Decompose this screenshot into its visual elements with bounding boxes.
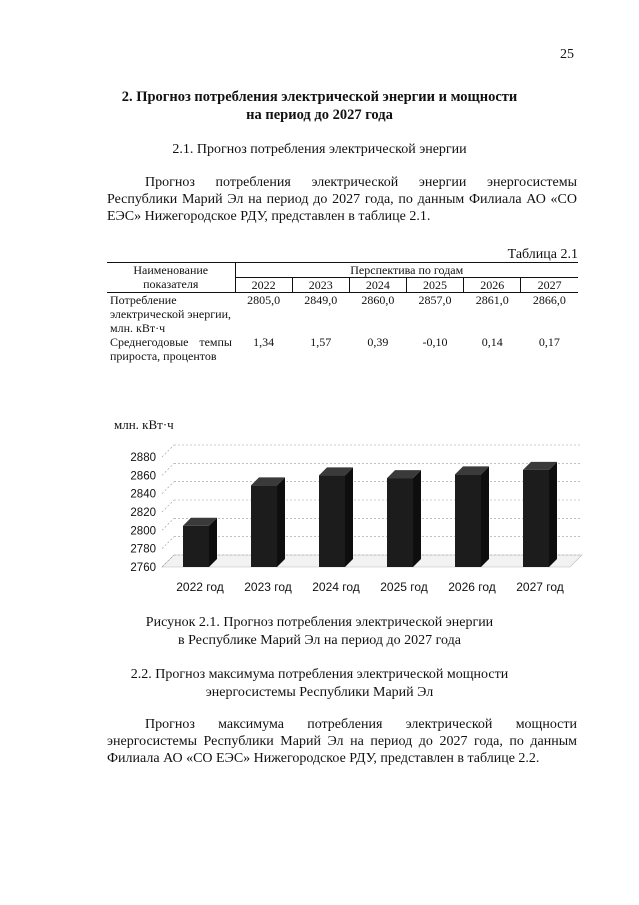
chart-svg xyxy=(100,415,600,605)
x-tick-label: 2023 год xyxy=(244,580,292,594)
table-header-row xyxy=(107,263,578,278)
x-tick-label: 2026 год xyxy=(448,580,496,594)
header-perspective: Перспектива по годам xyxy=(235,263,578,278)
bar-side xyxy=(345,467,353,567)
bar xyxy=(455,474,481,567)
header-indicator-name: Наименование показателя xyxy=(107,263,235,293)
bar xyxy=(319,475,345,567)
page-number: 25 xyxy=(560,47,574,62)
y-tick-label: 2840 xyxy=(130,488,156,501)
header-year: 2026 xyxy=(464,278,521,293)
figure-caption xyxy=(0,614,639,650)
cell-value: 1,57 xyxy=(310,335,332,349)
figure-caption-line1: Рисунок 2.1. Прогноз потребления электрической энергии xyxy=(145,615,494,630)
gridline-side xyxy=(162,463,174,475)
cell-value: 0,39 xyxy=(367,335,389,349)
subsection-title-2-2-line2: энергосистемы Республики Марий Эл xyxy=(205,685,434,700)
x-tick-label: 2025 год xyxy=(380,580,428,594)
paragraph-2-2: Прогноз максимума потребления электрической мощности энергосистемы Республики Марий Эл на период до 2027 года, по данным Филиала АО «СО ЕЭС» Нижегородское РДУ, представлен в таблице 2.2. xyxy=(107,717,577,766)
y-tick-label: 2880 xyxy=(130,452,156,464)
bar xyxy=(251,485,277,567)
header-year: 2027 xyxy=(521,278,578,293)
bar-side xyxy=(481,466,489,567)
figure-caption-line2: в Республике Марий Эл на период до 2027 года xyxy=(178,633,461,648)
subsection-title-2-2-line1: 2.2. Прогноз максимума потребления электрической мощности xyxy=(130,667,509,682)
header-year: 2025 xyxy=(406,278,463,293)
section-heading-line2: на период до 2027 года xyxy=(246,107,393,123)
header-year: 2024 xyxy=(349,278,406,293)
bar-side xyxy=(209,518,217,567)
cell-value: 2866,0 xyxy=(532,293,566,307)
x-tick-label: 2024 год xyxy=(312,580,360,594)
row-name: Среднегодовые темпы прироста, процентов xyxy=(110,335,232,363)
subsection-title-2-2 xyxy=(0,666,639,702)
bar xyxy=(523,470,549,567)
paragraph-2-1: Прогноз потребления электрической энергии энергосистемы Республики Марий Эл на период до 2027 года, по данным Филиала АО «СО ЕЭС» Нижегородское РДУ, представлен в таблице 2.1. xyxy=(107,175,577,224)
subsection-title-2-1: 2.1. Прогноз потребления электрической энергии xyxy=(172,142,467,157)
chart-unit-label: млн. кВт·ч xyxy=(114,417,174,432)
cell-value: 2849,0 xyxy=(304,293,338,307)
row-name: Потребление электрической энергии, млн. кВт·ч xyxy=(110,293,232,335)
gridline-side xyxy=(162,500,174,512)
table-row xyxy=(107,293,578,336)
table-label: Таблица 2.1 xyxy=(507,247,578,262)
x-tick-label: 2022 год xyxy=(176,580,224,594)
bar-side xyxy=(277,477,285,567)
consumption-chart xyxy=(100,415,600,605)
cell-value: 0,14 xyxy=(481,335,503,349)
chart-floor xyxy=(162,555,582,567)
gridline-side xyxy=(162,445,174,457)
cell-value: 2857,0 xyxy=(418,293,452,307)
cell-value: -0,10 xyxy=(422,335,448,349)
cell-value: 2861,0 xyxy=(475,293,509,307)
forecast-table xyxy=(107,262,578,363)
y-tick-label: 2780 xyxy=(130,543,156,556)
table-row xyxy=(107,335,578,363)
header-year: 2022 xyxy=(235,278,292,293)
y-tick-label: 2800 xyxy=(130,525,156,538)
cell-value: 2805,0 xyxy=(247,293,281,307)
y-tick-label: 2820 xyxy=(130,507,156,519)
y-tick-label: 2860 xyxy=(130,470,156,483)
y-tick-label: 2760 xyxy=(130,562,156,574)
section-heading xyxy=(0,88,639,124)
cell-value: 0,17 xyxy=(538,335,560,349)
bar xyxy=(183,526,209,567)
cell-value: 1,34 xyxy=(253,335,275,349)
gridline-side xyxy=(162,518,174,530)
cell-value: 2860,0 xyxy=(361,293,395,307)
header-year: 2023 xyxy=(292,278,349,293)
bar-side xyxy=(549,462,557,567)
gridline-side xyxy=(162,482,174,494)
x-tick-label: 2027 год xyxy=(516,580,564,594)
section-heading-line1: 2. Прогноз потребления электрической энергии и мощности xyxy=(121,89,518,105)
gridline-side xyxy=(162,537,174,549)
bar-side xyxy=(413,470,421,567)
bar xyxy=(387,478,413,567)
